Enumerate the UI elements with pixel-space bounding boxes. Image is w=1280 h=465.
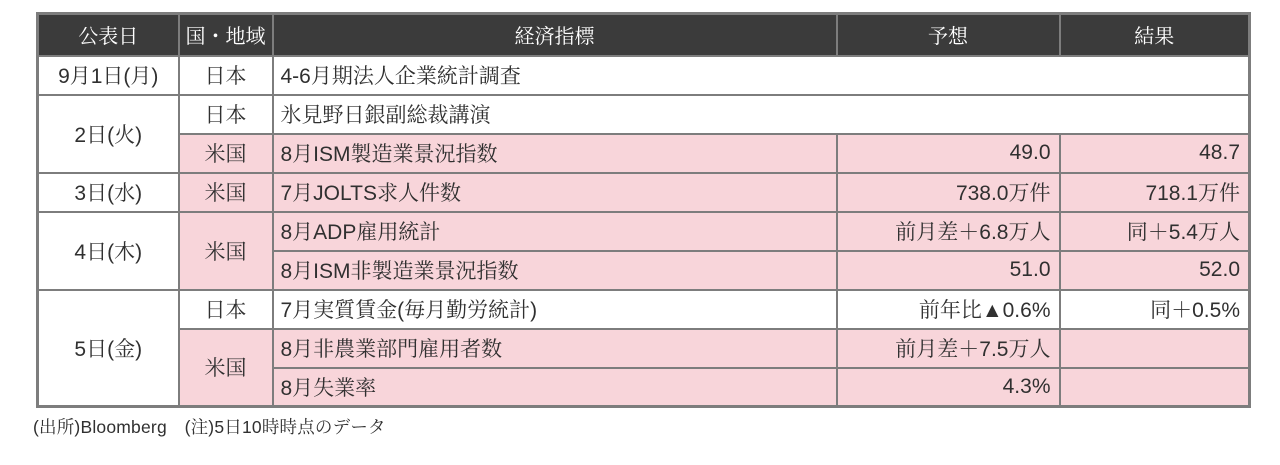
cell-forecast: 前年比▲0.6% [837,290,1060,329]
header-date: 公表日 [38,14,179,56]
header-forecast: 予想 [837,14,1060,56]
cell-result: 52.0 [1060,251,1250,290]
cell-indicator: 氷見野日銀副総裁講演 [273,95,1250,134]
cell-indicator: 8月ISM非製造業景況指数 [273,251,837,290]
table-body [38,56,1250,407]
cell-result [1060,368,1250,407]
cell-forecast: 51.0 [837,251,1060,290]
table-row [38,95,1250,134]
cell-result: 48.7 [1060,134,1250,173]
cell-forecast: 前月差＋7.5万人 [837,329,1060,368]
cell-date: 3日(水) [38,173,179,212]
cell-indicator: 8月ISM製造業景況指数 [273,134,837,173]
cell-result: 同＋5.4万人 [1060,212,1250,251]
cell-forecast: 738.0万件 [837,173,1060,212]
cell-region: 米国 [179,329,273,407]
cell-region: 日本 [179,56,273,95]
cell-result: 同＋0.5% [1060,290,1250,329]
table-row [38,212,1250,251]
source-note: (出所)Bloomberg (注)5日10時時点のデータ [33,417,386,437]
table-row [38,290,1250,329]
table-row [38,56,1250,95]
cell-region: 米国 [179,212,273,290]
cell-date: 4日(木) [38,212,179,290]
economic-calendar-table [36,12,1251,408]
cell-result [1060,329,1250,368]
cell-result: 718.1万件 [1060,173,1250,212]
table-row [38,173,1250,212]
cell-region: 日本 [179,290,273,329]
cell-indicator: 8月非農業部門雇用者数 [273,329,837,368]
cell-indicator: 8月失業率 [273,368,837,407]
cell-date: 9月1日(月) [38,56,179,95]
cell-indicator: 7月実質賃金(毎月勤労統計) [273,290,837,329]
cell-date: 5日(金) [38,290,179,407]
header-region: 国・地域 [179,14,273,56]
cell-date: 2日(火) [38,95,179,173]
table-row [38,134,1250,173]
cell-region: 米国 [179,134,273,173]
cell-region: 日本 [179,95,273,134]
cell-indicator: 4-6月期法人企業統計調査 [273,56,1250,95]
cell-forecast: 4.3% [837,368,1060,407]
cell-indicator: 7月JOLTS求人件数 [273,173,837,212]
cell-forecast: 49.0 [837,134,1060,173]
cell-forecast: 前月差＋6.8万人 [837,212,1060,251]
header-result: 結果 [1060,14,1250,56]
header-indicator: 経済指標 [273,14,837,56]
cell-indicator: 8月ADP雇用統計 [273,212,837,251]
table-row [38,329,1250,368]
cell-region: 米国 [179,173,273,212]
header-row [38,14,1250,56]
